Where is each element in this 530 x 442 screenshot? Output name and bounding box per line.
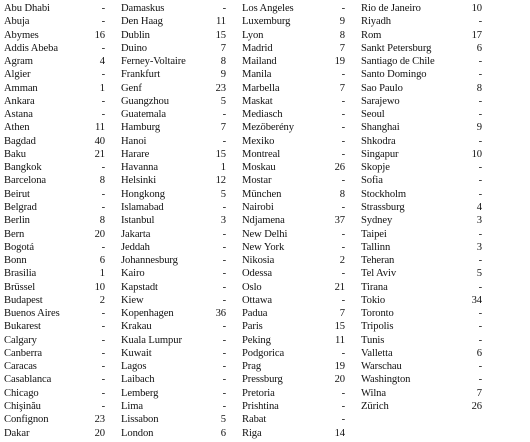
city-value: - bbox=[478, 188, 482, 200]
city-value: - bbox=[478, 16, 482, 28]
city-value: 7 bbox=[339, 82, 345, 94]
city-name: Paris bbox=[242, 321, 263, 333]
city-value: 19 bbox=[334, 361, 345, 373]
city-value: - bbox=[101, 69, 105, 81]
city-name: Bern bbox=[4, 228, 25, 240]
city-value: 6 bbox=[476, 42, 482, 54]
city-value: - bbox=[101, 374, 105, 386]
city-name: Johannesburg bbox=[121, 255, 178, 267]
city-name: Tirana bbox=[361, 281, 388, 293]
city-value: - bbox=[222, 321, 226, 333]
city-name: Kairo bbox=[121, 268, 145, 280]
city-name: Abu Dhabi bbox=[4, 3, 50, 14]
city-value: 8 bbox=[220, 56, 226, 68]
city-value: 23 bbox=[94, 414, 105, 426]
city-value: - bbox=[478, 109, 482, 121]
city-name: Tel Aviv bbox=[361, 268, 397, 280]
city-name: Mexiko bbox=[242, 135, 275, 147]
city-value: 9 bbox=[220, 69, 226, 81]
city-value: 20 bbox=[94, 228, 105, 240]
city-value: 15 bbox=[215, 148, 226, 160]
city-name: Mostar bbox=[242, 175, 272, 187]
city-name: Amman bbox=[4, 82, 38, 94]
city-value: - bbox=[101, 321, 105, 333]
city-name: Bukarest bbox=[4, 321, 41, 333]
city-name: Addis Abeba bbox=[4, 42, 58, 54]
city-name: Mailand bbox=[242, 56, 277, 68]
city-name: Brüssel bbox=[4, 281, 36, 293]
city-name: Bagdad bbox=[4, 135, 36, 147]
city-name: Bonn bbox=[4, 255, 27, 267]
city-value: 7 bbox=[220, 42, 226, 54]
city-value: 4 bbox=[99, 56, 105, 68]
city-value: - bbox=[478, 321, 482, 333]
city-value: 5 bbox=[220, 188, 226, 200]
city-name: Rio de Janeiro bbox=[361, 3, 421, 14]
city-name: Prag bbox=[242, 361, 262, 373]
city-name: Sankt Petersburg bbox=[361, 42, 432, 54]
city-value: - bbox=[101, 400, 105, 412]
city-value: - bbox=[101, 95, 105, 107]
city-name: Damaskus bbox=[121, 3, 165, 14]
city-name: Santiago de Chile bbox=[361, 56, 435, 68]
city-value: - bbox=[478, 255, 482, 267]
city-name: Hongkong bbox=[121, 188, 165, 200]
city-value: - bbox=[341, 148, 345, 160]
city-value: 6 bbox=[220, 427, 226, 439]
city-value: - bbox=[478, 361, 482, 373]
city-value: 11 bbox=[334, 334, 345, 346]
city-name: Beirut bbox=[4, 188, 30, 200]
city-value: - bbox=[341, 387, 345, 399]
city-name: Sarajewo bbox=[361, 95, 400, 107]
city-value: - bbox=[222, 294, 226, 306]
city-value: 40 bbox=[94, 135, 105, 147]
city-value: - bbox=[101, 109, 105, 121]
city-value: 7 bbox=[220, 122, 226, 134]
city-name: Podgorica bbox=[242, 347, 285, 359]
city-value: - bbox=[222, 400, 226, 412]
city-name: Dakar bbox=[4, 427, 30, 439]
city-value: 36 bbox=[215, 308, 226, 320]
city-value: - bbox=[101, 201, 105, 213]
city-value: - bbox=[341, 95, 345, 107]
city-name: Tripolis bbox=[361, 321, 394, 333]
city-value: - bbox=[101, 3, 105, 14]
city-value: - bbox=[341, 201, 345, 213]
city-value: 10 bbox=[94, 281, 105, 293]
city-value: - bbox=[341, 122, 345, 134]
city-value: 17 bbox=[471, 29, 482, 41]
city-value: - bbox=[222, 135, 226, 147]
city-value: - bbox=[478, 95, 482, 107]
city-name: Belgrad bbox=[4, 201, 37, 213]
city-name: Buenos Aires bbox=[4, 308, 60, 320]
city-value: - bbox=[341, 175, 345, 187]
city-value: 4 bbox=[476, 201, 482, 213]
city-value: - bbox=[101, 162, 105, 174]
city-name: Mediasch bbox=[242, 109, 283, 121]
city-value: - bbox=[478, 334, 482, 346]
city-name: Oslo bbox=[242, 281, 262, 293]
city-name: Riga bbox=[242, 427, 262, 439]
city-name: Brasilia bbox=[4, 268, 37, 280]
city-name: New Delhi bbox=[242, 228, 288, 240]
city-name: Genf bbox=[121, 82, 142, 94]
city-value: 5 bbox=[476, 268, 482, 280]
city-value: - bbox=[341, 241, 345, 253]
city-name: Shkodra bbox=[361, 135, 396, 147]
city-name: Baku bbox=[4, 148, 26, 160]
city-name: Duino bbox=[121, 42, 147, 54]
city-name: Helsinki bbox=[121, 175, 157, 187]
city-name: Kiew bbox=[121, 294, 144, 306]
city-value: - bbox=[341, 228, 345, 240]
city-name: Prishtina bbox=[242, 400, 279, 412]
city-value: 7 bbox=[476, 387, 482, 399]
city-name: Kopenhagen bbox=[121, 308, 174, 320]
city-value: 8 bbox=[99, 215, 105, 227]
city-value: 26 bbox=[334, 162, 345, 174]
city-value: - bbox=[101, 42, 105, 54]
city-name: New York bbox=[242, 241, 285, 253]
city-name: Kapstadt bbox=[121, 281, 158, 293]
city-name: Abuja bbox=[4, 16, 30, 28]
city-value: 6 bbox=[99, 255, 105, 267]
city-name: Agram bbox=[4, 56, 33, 68]
city-name: Pretoria bbox=[242, 387, 275, 399]
city-name: Lemberg bbox=[121, 387, 159, 399]
city-value: - bbox=[222, 228, 226, 240]
city-name: Casablanca bbox=[4, 374, 52, 386]
city-value: 8 bbox=[339, 29, 345, 41]
city-name: Kuwait bbox=[121, 347, 152, 359]
city-name: Kuala Lumpur bbox=[121, 334, 182, 346]
city-value: 19 bbox=[334, 56, 345, 68]
city-value: 9 bbox=[339, 16, 345, 28]
city-name: Taipei bbox=[361, 228, 387, 240]
city-name: Istanbul bbox=[121, 215, 155, 227]
city-name: Lagos bbox=[121, 361, 147, 373]
city-name: Krakau bbox=[121, 321, 152, 333]
city-value: 26 bbox=[471, 400, 482, 412]
city-name: Berlin bbox=[4, 215, 30, 227]
city-name: Madrid bbox=[242, 42, 273, 54]
city-name: London bbox=[121, 427, 154, 439]
city-value: 14 bbox=[334, 427, 345, 439]
city-name: Seoul bbox=[361, 109, 385, 121]
city-name: Lima bbox=[121, 400, 143, 412]
city-name: Havanna bbox=[121, 162, 158, 174]
city-name: Tunis bbox=[361, 334, 385, 346]
city-name: Valletta bbox=[361, 347, 393, 359]
city-name: Padua bbox=[242, 308, 268, 320]
city-name: Astana bbox=[4, 109, 33, 121]
city-name: München bbox=[242, 188, 282, 200]
city-value: - bbox=[101, 188, 105, 200]
city-name: Calgary bbox=[4, 334, 37, 346]
city-value: - bbox=[341, 109, 345, 121]
city-name: Mezöberény bbox=[242, 122, 294, 134]
city-name: Lissabon bbox=[121, 414, 159, 426]
city-name: Warschau bbox=[361, 361, 402, 373]
city-name: Confignon bbox=[4, 414, 49, 426]
city-name: Strassburg bbox=[361, 201, 405, 213]
city-value: - bbox=[222, 334, 226, 346]
city-value: 8 bbox=[339, 188, 345, 200]
city-value: - bbox=[478, 135, 482, 147]
city-value: - bbox=[222, 3, 226, 14]
city-name: Caracas bbox=[4, 361, 37, 373]
city-value: - bbox=[222, 374, 226, 386]
city-value: - bbox=[222, 361, 226, 373]
city-count-table bbox=[4, 2, 526, 440]
city-value: - bbox=[341, 268, 345, 280]
city-value: 11 bbox=[94, 122, 105, 134]
city-value: 1 bbox=[220, 162, 226, 174]
city-value: - bbox=[478, 69, 482, 81]
city-name: Rom bbox=[361, 29, 382, 41]
city-name: Skopje bbox=[361, 162, 390, 174]
city-value: 15 bbox=[334, 321, 345, 333]
city-name: Montreal bbox=[242, 148, 281, 160]
city-value: 21 bbox=[94, 148, 105, 160]
city-value: 15 bbox=[215, 29, 226, 41]
city-name: Santo Domingo bbox=[361, 69, 427, 81]
city-value: - bbox=[222, 201, 226, 213]
city-name: Maskat bbox=[242, 95, 273, 107]
city-name: Islamabad bbox=[121, 201, 164, 213]
city-value: - bbox=[341, 400, 345, 412]
city-value: - bbox=[101, 347, 105, 359]
city-name: Hanoi bbox=[121, 135, 147, 147]
city-value: - bbox=[478, 162, 482, 174]
city-value: - bbox=[222, 255, 226, 267]
city-value: - bbox=[341, 69, 345, 81]
city-value: 3 bbox=[220, 215, 226, 227]
city-value: - bbox=[341, 3, 345, 14]
city-value: - bbox=[101, 334, 105, 346]
city-name: Riyadh bbox=[361, 16, 392, 28]
city-name: Pressburg bbox=[242, 374, 283, 386]
city-name: Nikosia bbox=[242, 255, 275, 267]
city-name: Peking bbox=[242, 334, 271, 346]
city-value: 2 bbox=[339, 255, 345, 267]
city-name: Shanghai bbox=[361, 122, 400, 134]
city-name: Moskau bbox=[242, 162, 276, 174]
city-value: 6 bbox=[476, 347, 482, 359]
city-value: - bbox=[478, 281, 482, 293]
city-name: Manila bbox=[242, 69, 272, 81]
city-name: Tallinn bbox=[361, 241, 391, 253]
city-name: Los Angeles bbox=[242, 3, 294, 14]
city-name: Chişinău bbox=[4, 400, 41, 412]
city-value: - bbox=[478, 228, 482, 240]
city-name: Barcelona bbox=[4, 175, 47, 187]
city-name: Singapur bbox=[361, 148, 399, 160]
city-name: Dublin bbox=[121, 29, 150, 41]
city-name: Ankara bbox=[4, 95, 35, 107]
city-value: - bbox=[222, 281, 226, 293]
city-value: - bbox=[101, 361, 105, 373]
city-value: 1 bbox=[99, 268, 105, 280]
city-value: - bbox=[222, 387, 226, 399]
city-name: Washington bbox=[361, 374, 411, 386]
city-value: - bbox=[222, 347, 226, 359]
city-name: Nairobi bbox=[242, 201, 274, 213]
city-value: 3 bbox=[476, 241, 482, 253]
city-value: - bbox=[341, 347, 345, 359]
city-name: Luxemburg bbox=[242, 16, 291, 28]
city-name: Wilna bbox=[361, 387, 386, 399]
city-name: Ndjamena bbox=[242, 215, 285, 227]
city-value: 37 bbox=[334, 215, 345, 227]
city-value: 5 bbox=[220, 414, 226, 426]
city-name: Canberra bbox=[4, 347, 43, 359]
city-name: Budapest bbox=[4, 294, 43, 306]
city-value: 7 bbox=[339, 42, 345, 54]
city-value: 11 bbox=[215, 16, 226, 28]
city-name: Toronto bbox=[361, 308, 394, 320]
city-value: - bbox=[222, 109, 226, 121]
city-value: - bbox=[478, 374, 482, 386]
city-name: Harare bbox=[121, 148, 150, 160]
city-value: - bbox=[341, 135, 345, 147]
city-value: 5 bbox=[220, 95, 226, 107]
city-value: - bbox=[101, 387, 105, 399]
city-value: 3 bbox=[476, 215, 482, 227]
city-name: Stockholm bbox=[361, 188, 407, 200]
city-name: Sao Paulo bbox=[361, 82, 403, 94]
city-value: - bbox=[341, 414, 345, 426]
city-value: 7 bbox=[339, 308, 345, 320]
city-name: Jakarta bbox=[121, 228, 151, 240]
city-value: 23 bbox=[215, 82, 226, 94]
city-name: Frankfurt bbox=[121, 69, 161, 81]
city-name: Ferney-Voltaire bbox=[121, 56, 186, 68]
city-name: Sofia bbox=[361, 175, 383, 187]
city-name: Sydney bbox=[361, 215, 393, 227]
city-name: Lyon bbox=[242, 29, 264, 41]
city-name: Chicago bbox=[4, 387, 39, 399]
city-value: 20 bbox=[94, 427, 105, 439]
city-value: 1 bbox=[99, 82, 105, 94]
city-name: Rabat bbox=[242, 414, 267, 426]
city-value: 10 bbox=[471, 148, 482, 160]
city-name: Odessa bbox=[242, 268, 272, 280]
city-name: Jeddah bbox=[121, 241, 150, 253]
city-name: Marbella bbox=[242, 82, 280, 94]
city-value: 9 bbox=[476, 122, 482, 134]
city-name: Algier bbox=[4, 69, 31, 81]
city-name: Guangzhou bbox=[121, 95, 169, 107]
city-value: - bbox=[101, 241, 105, 253]
city-name: Bogotá bbox=[4, 241, 35, 253]
city-name: Laibach bbox=[121, 374, 155, 386]
city-value: - bbox=[222, 241, 226, 253]
city-name: Bangkok bbox=[4, 162, 42, 174]
city-name: Guatemala bbox=[121, 109, 166, 121]
city-value: - bbox=[478, 308, 482, 320]
city-name: Zürich bbox=[361, 400, 389, 412]
city-name: Teheran bbox=[361, 255, 395, 267]
city-value: 8 bbox=[99, 175, 105, 187]
city-name: Den Haag bbox=[121, 16, 163, 28]
city-value: 21 bbox=[334, 281, 345, 293]
city-name: Ottawa bbox=[242, 294, 272, 306]
city-value: 8 bbox=[476, 82, 482, 94]
city-value: 20 bbox=[334, 374, 345, 386]
city-value: 12 bbox=[215, 175, 226, 187]
city-value: - bbox=[101, 308, 105, 320]
city-name: Tokio bbox=[361, 294, 386, 306]
city-value: - bbox=[478, 175, 482, 187]
city-value: 10 bbox=[471, 3, 482, 14]
city-name: Hamburg bbox=[121, 122, 161, 134]
city-name: Abymes bbox=[4, 29, 39, 41]
city-value: - bbox=[341, 294, 345, 306]
city-value: 2 bbox=[99, 294, 105, 306]
city-name: Athen bbox=[4, 122, 30, 134]
city-value: - bbox=[222, 268, 226, 280]
city-value: - bbox=[101, 16, 105, 28]
city-value: 16 bbox=[94, 29, 105, 41]
city-value: - bbox=[478, 56, 482, 68]
city-value: 34 bbox=[471, 294, 482, 306]
